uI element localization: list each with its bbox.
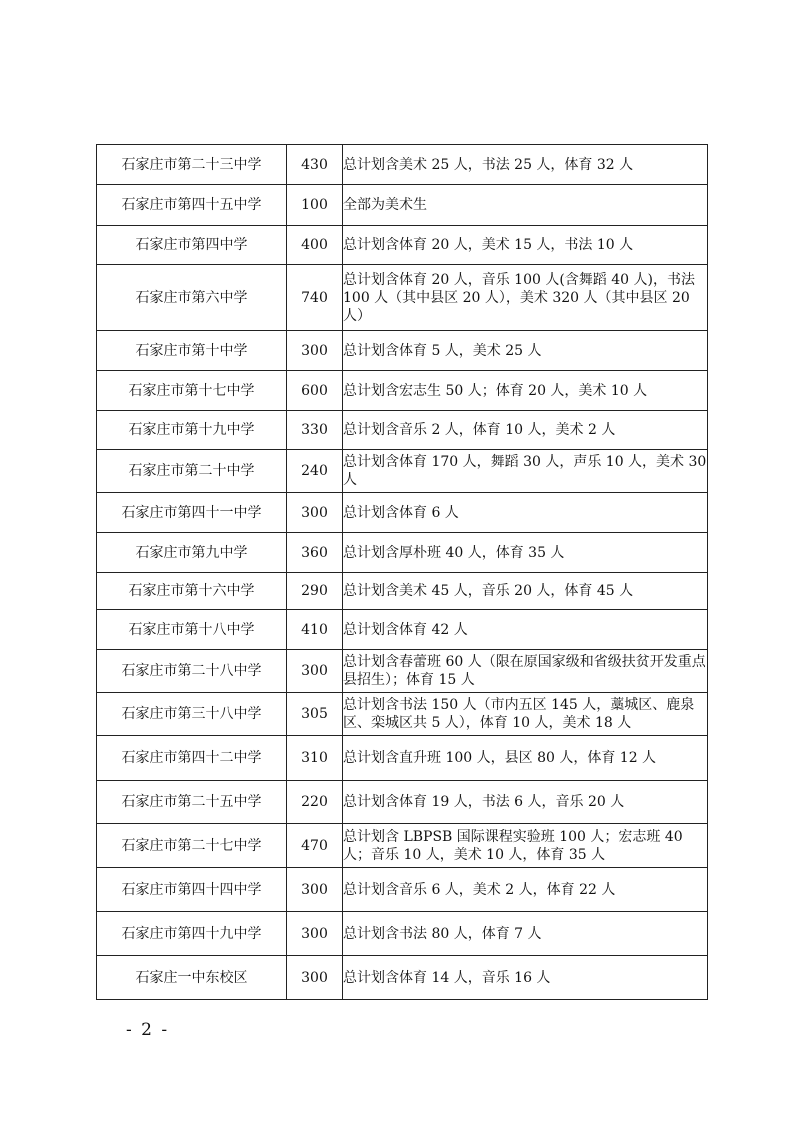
plan-count-cell: 100 (287, 185, 343, 226)
plan-note-cell: 总计划含体育 5 人，美术 25 人 (343, 331, 708, 371)
table-row (97, 824, 708, 868)
table-row (97, 650, 708, 693)
plan-note-cell: 总计划含音乐 2 人，体育 10 人，美术 2 人 (343, 411, 708, 450)
table-row (97, 145, 708, 185)
enrollment-plan-table (96, 144, 708, 1000)
table-row (97, 693, 708, 736)
table-row (97, 533, 708, 573)
school-name-cell: 石家庄市第四十一中学 (97, 493, 287, 533)
school-name-cell: 石家庄市第十九中学 (97, 411, 287, 450)
table-row (97, 781, 708, 824)
plan-note-cell: 总计划含体育 6 人 (343, 493, 708, 533)
school-name-cell: 石家庄市第二十五中学 (97, 781, 287, 824)
table-row (97, 868, 708, 912)
plan-note-cell: 总计划含体育 14 人，音乐 16 人 (343, 956, 708, 1000)
plan-count-cell: 600 (287, 371, 343, 411)
table-row (97, 912, 708, 956)
plan-note-cell: 总计划含美术 45 人，音乐 20 人，体育 45 人 (343, 573, 708, 610)
plan-note-cell: 全部为美术生 (343, 185, 708, 226)
plan-count-cell: 430 (287, 145, 343, 185)
plan-count-cell: 740 (287, 265, 343, 331)
school-name-cell: 石家庄市第二十七中学 (97, 824, 287, 868)
school-name-cell: 石家庄市第四十九中学 (97, 912, 287, 956)
table-row (97, 610, 708, 650)
plan-count-cell: 300 (287, 868, 343, 912)
plan-note-cell: 总计划含体育 19 人，书法 6 人，音乐 20 人 (343, 781, 708, 824)
plan-count-cell: 300 (287, 912, 343, 956)
table-row (97, 956, 708, 1000)
table-row (97, 736, 708, 781)
table-row (97, 450, 708, 493)
plan-note-cell: 总计划含美术 25 人，书法 25 人，体育 32 人 (343, 145, 708, 185)
table-row (97, 371, 708, 411)
plan-note-cell: 总计划含体育 42 人 (343, 610, 708, 650)
plan-note-cell: 总计划含书法 80 人，体育 7 人 (343, 912, 708, 956)
plan-count-cell: 310 (287, 736, 343, 781)
school-name-cell: 石家庄市第六中学 (97, 265, 287, 331)
school-name-cell: 石家庄市第三十八中学 (97, 693, 287, 736)
table-row (97, 411, 708, 450)
plan-count-cell: 300 (287, 956, 343, 1000)
plan-count-cell: 300 (287, 331, 343, 371)
plan-note-cell: 总计划含春蕾班 60 人（限在原国家级和省级扶贫开发重点县招生）；体育 15 人 (343, 650, 708, 693)
plan-count-cell: 360 (287, 533, 343, 573)
school-name-cell: 石家庄市第十六中学 (97, 573, 287, 610)
school-name-cell: 石家庄市第十八中学 (97, 610, 287, 650)
school-name-cell: 石家庄市第二十三中学 (97, 145, 287, 185)
plan-count-cell: 470 (287, 824, 343, 868)
table-row (97, 331, 708, 371)
school-name-cell: 石家庄市第二十中学 (97, 450, 287, 493)
plan-note-cell: 总计划含音乐 6 人，美术 2 人，体育 22 人 (343, 868, 708, 912)
school-name-cell: 石家庄市第四十二中学 (97, 736, 287, 781)
school-name-cell: 石家庄一中东校区 (97, 956, 287, 1000)
plan-note-cell: 总计划含体育 20 人，音乐 100 人(含舞蹈 40 人)，书法 100 人（其中县区 20 人），美术 320 人（其中县区 20 人） (343, 265, 708, 331)
plan-note-cell: 总计划含体育 170 人，舞蹈 30 人，声乐 10 人，美术 30 人 (343, 450, 708, 493)
plan-count-cell: 300 (287, 650, 343, 693)
plan-note-cell: 总计划含直升班 100 人，县区 80 人，体育 12 人 (343, 736, 708, 781)
table-row (97, 226, 708, 265)
school-name-cell: 石家庄市第十七中学 (97, 371, 287, 411)
table-row (97, 493, 708, 533)
table-row (97, 573, 708, 610)
school-name-cell: 石家庄市第二十八中学 (97, 650, 287, 693)
page-number: - 2 - (126, 1020, 170, 1040)
plan-note-cell: 总计划含厚朴班 40 人，体育 35 人 (343, 533, 708, 573)
plan-note-cell: 总计划含宏志生 50 人；体育 20 人，美术 10 人 (343, 371, 708, 411)
plan-note-cell: 总计划含体育 20 人，美术 15 人，书法 10 人 (343, 226, 708, 265)
plan-note-cell: 总计划含书法 150 人（市内五区 145 人，藁城区、鹿泉区、栾城区共 5 人），体育 10 人，美术 18 人 (343, 693, 708, 736)
plan-note-cell: 总计划含 LBPSB 国际课程实验班 100 人；宏志班 40 人；音乐 10 人，美术 10 人，体育 35 人 (343, 824, 708, 868)
school-name-cell: 石家庄市第四十五中学 (97, 185, 287, 226)
plan-count-cell: 290 (287, 573, 343, 610)
school-name-cell: 石家庄市第十中学 (97, 331, 287, 371)
school-name-cell: 石家庄市第四中学 (97, 226, 287, 265)
school-name-cell: 石家庄市第九中学 (97, 533, 287, 573)
plan-count-cell: 240 (287, 450, 343, 493)
plan-count-cell: 300 (287, 493, 343, 533)
plan-count-cell: 305 (287, 693, 343, 736)
table-row (97, 265, 708, 331)
plan-count-cell: 400 (287, 226, 343, 265)
table-row (97, 185, 708, 226)
school-name-cell: 石家庄市第四十四中学 (97, 868, 287, 912)
plan-count-cell: 330 (287, 411, 343, 450)
plan-count-cell: 220 (287, 781, 343, 824)
plan-count-cell: 410 (287, 610, 343, 650)
